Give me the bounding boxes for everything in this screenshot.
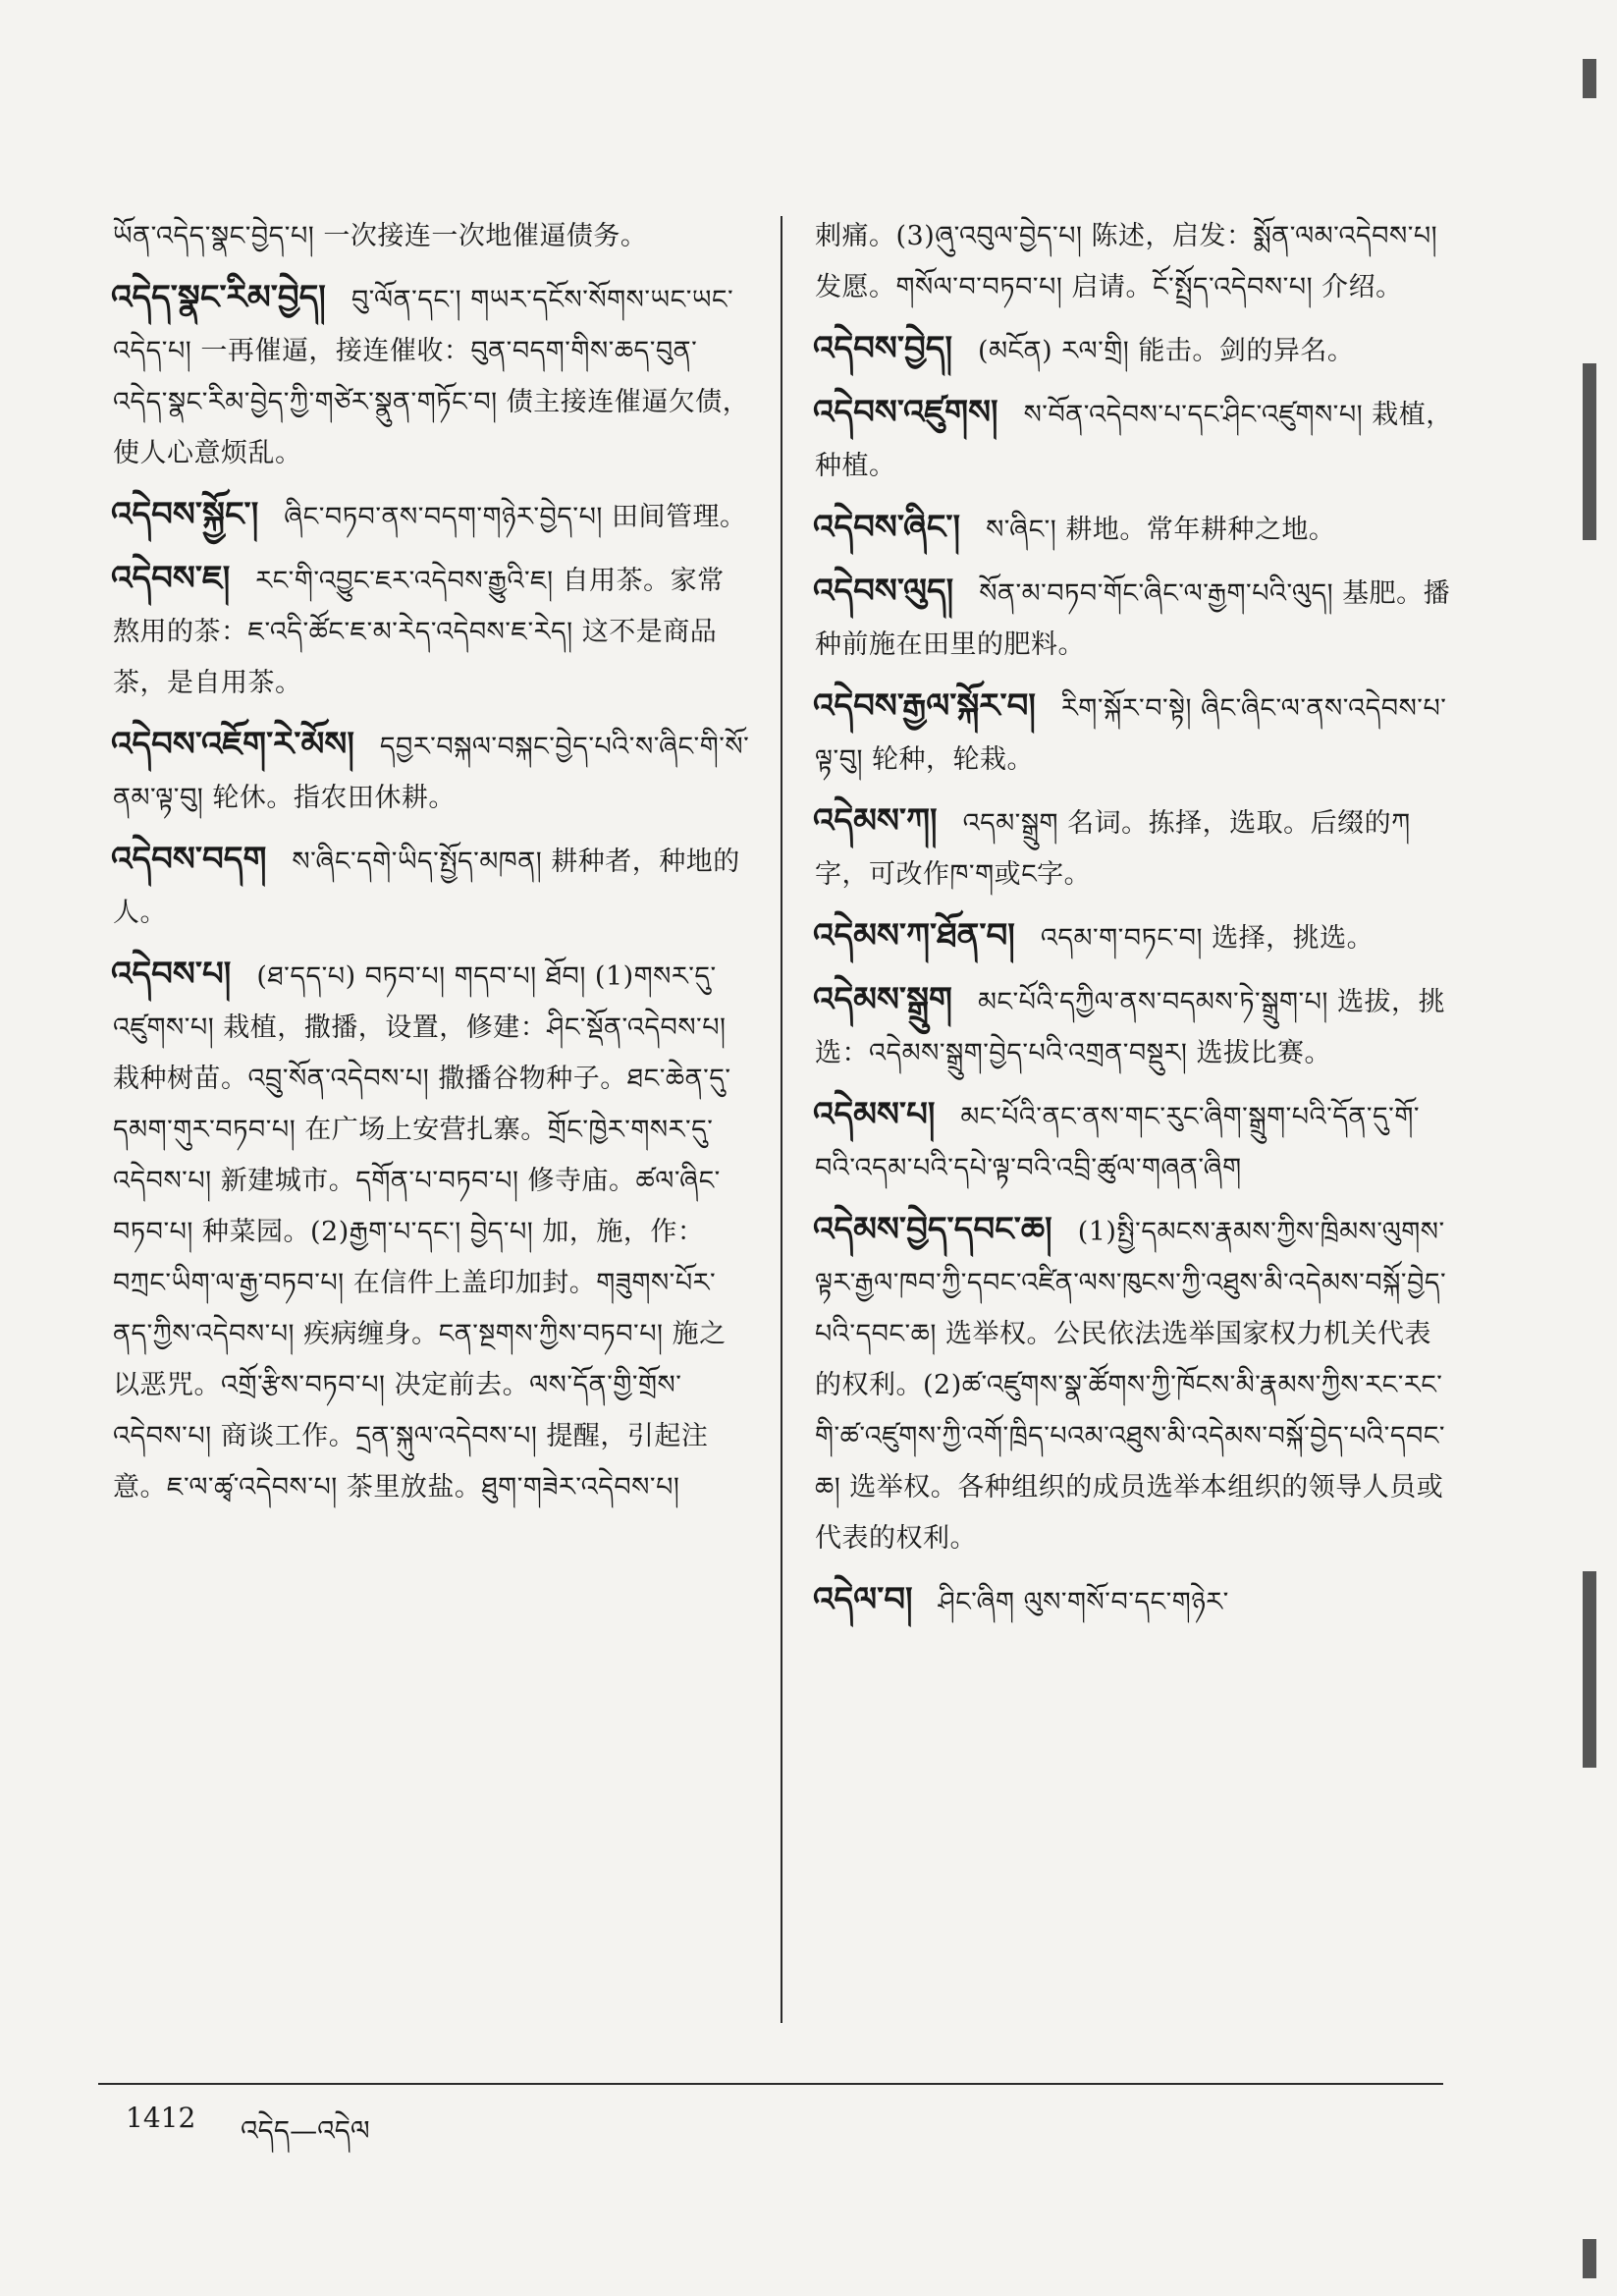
entry-definition: ས་བོན་འདེབས་པ་དང་ཤིང་འཛུགས་པ། 栽植，种植。 [815, 400, 1453, 481]
entry-definition: ས་ཞིང་། 耕地。常年耕种之地。 [986, 515, 1336, 545]
entry-definition: 刺痛。(3)ཞུ་འབུལ་བྱེད་པ། 陈述，启发：སྨོན་ལམ་འདེབས་པ། 发愿。གསོལ་བ་བཏབ་པ། 启请。ངོ་སྤྲོད་འདེབས་པ། 介绍。 [815, 221, 1438, 302]
entry-definition: (1)སྤྱི་དམངས་རྣམས་ཀྱིས་ཁྲིམས་ལུགས་ལྟར་རྒྱལ་ཁབ་ཀྱི་དབང་འཛིན་ལས་ཁུངས་ཀྱི་འཐུས་མི་འདེམས་བསྐོ་བྱེད་པའི་དབང་ཆ། 选举权。公民依法选举国家权力机关代表的权利。(2)ཚ་འཛུགས་སྣ་ཚོགས་ཀྱི་ཁོངས་མི་རྣམས་ཀྱིས་རང་རང་གི་ཚ་འཛུགས་ཀྱི་འགོ་ཁྲིད་པའམ་འཐུས་མི་འདེམས་བསྐོ་བྱེད་པའི་དབང་ཆ། 选举权。各种组织的成员选举本组织的领导人员或代表的权利。 [815, 1217, 1447, 1554]
entry-headword: འདེབས་བྱེད། [813, 329, 953, 368]
page-number: 1412 [126, 2102, 196, 2134]
dictionary-entry [815, 566, 1453, 671]
entry-headword: འདེམས་ཀ་ཐོན་བ། [813, 916, 1015, 956]
scan-edge-mark [1583, 363, 1596, 540]
entry-headword: འདེམས་སྒྲུག [813, 980, 952, 1019]
dictionary-entry [815, 323, 1453, 377]
entry-headword: འདེབས་སྐྱོང་། [111, 495, 259, 534]
entry-definition: (ཐ་དད་པ) བཏབ་པ། གདབ་པ། ཐོབ། (1)གསར་དུ་འཛུགས་པ། 栽植，撒播，设置，修建：ཤིང་སྡོན་འདེབས་པ། 栽种树苗。འབྲུ་སོན་འདེབས་པ། 撒播谷物种子。ཐང་ཆེན་དུ་དམག་གུར་བཏབ་པ། 在广场上安营扎寨。གྲོང་ཁྱེར་གསར་དུ་འདེབས་པ། 新建城市。དགོན་པ་བཏབ་པ། 修寺庙。ཚལ་ཞིང་བཏབ་པ། 种菜园。(2)རྒྱག་པ་དང་། བྱེད་པ། 加，施，作：བཀྲང་ཡིག་ལ་རྒྱ་བཏབ་པ། 在信件上盖印加封。གཟུགས་པོར་ནད་ཀྱིས་འདེབས་པ། 疾病缠身。ངན་སྔགས་ཀྱིས་བཏབ་པ། 施之以恶咒。འགྲོ་རྩིས་བཏབ་པ། 决定前去。ལས་དོན་གྱི་གྲོས་འདེབས་པ། 商谈工作。དྲན་སྐུལ་འདེབས་པ། 提醒，引起注意。ཇ་ལ་ཚྭ་འདེབས་པ། 茶里放盐。ཐུག་གཟེར་འདེབས་པ། [113, 961, 731, 1503]
dictionary-entry [113, 834, 751, 939]
dictionary-entry [815, 1089, 1453, 1194]
entry-headword: འདེབས་འཇོག་རེ་མོས། [111, 725, 354, 764]
scan-edge-mark [1583, 59, 1596, 98]
scan-edge-mark [1583, 2239, 1596, 2278]
entry-headword: འདེད་སྣང་རིམ་བྱེད། [111, 278, 326, 317]
dictionary-entry [815, 502, 1453, 556]
entry-headword: འདེབས་རྒྱལ་སྐོར་བ། [813, 686, 1036, 726]
entry-definition: འདམ་སྒྲུག 名词。拣择，选取。后缀的ཀ字，可改作ཁ་ག或ང字。 [815, 808, 1411, 890]
entry-definition: ས་ཞིང་དགེ་ཡིད་སྤྱོད་མཁན། 耕种者，种地的人。 [113, 847, 740, 928]
dictionary-entry [815, 974, 1453, 1079]
dictionary-entry [815, 910, 1453, 964]
entry-headword: འདེབས་པ། [111, 955, 232, 994]
scan-edge-mark [1583, 1571, 1596, 1768]
dictionary-entry [113, 489, 751, 543]
entry-headword: འདེབས་ལུད། [813, 572, 954, 611]
entry-headword: འདེབས་ཞིང་། [813, 508, 961, 547]
footer-rule [98, 2083, 1443, 2085]
dictionary-entry [815, 681, 1453, 786]
dictionary-entry [113, 553, 751, 709]
left-column [113, 211, 751, 1523]
entry-definition: བུ་ལོན་དང་། གཡར་དངོས་སོགས་ཡང་ཡང་འདེད་པ། 一再催逼，接连催收：བུན་བདག་གིས་ཆད་བུན་འདེད་སྣང་རིམ་བྱེད་ཀྱི་གཙེར་སྣུན་གཏོང་བ། 债主接连催逼欠债，使人心意烦乱。 [113, 285, 750, 468]
entry-definition: དབྱར་བསྐལ་བསྐང་བྱེད་པའི་ས་ཞིང་གི་སོ་ནམ་ལྟ་བུ། 轮休。指农田休耕。 [113, 732, 750, 813]
column-divider [781, 216, 782, 2023]
dictionary-entry [113, 949, 751, 1513]
right-column [815, 211, 1453, 1638]
entry-headword: འདེམས་པ། [813, 1095, 936, 1134]
entry-definition: མང་པོའི་ནང་ནས་གང་རུང་ཞིག་སྒྲུག་པའི་དོན་དུ་གོ་བའི་འདམ་པའི་དཔེ་ལྟ་བའི་འབྲི་ཚུལ་གཞན་ཞིག [815, 1102, 1421, 1183]
entry-definition: རིག་སྐོར་བ་སྟེ། ཞིང་ཞིང་ལ་ནས་འདེབས་པ་ལྟ་བུ། 轮种，轮栽。 [815, 693, 1447, 775]
dictionary-entry [815, 1204, 1453, 1564]
dictionary-entry [113, 272, 751, 479]
entry-definition: སོན་མ་བཏབ་གོང་ཞིང་ལ་རྒྱག་པའི་ལུད། 基肥。播种前施在田里的肥料。 [815, 578, 1451, 660]
entry-headword: འདེབས་འཛུགས། [813, 393, 998, 432]
dictionary-entry [815, 1574, 1453, 1628]
dictionary-entry [815, 211, 1453, 313]
entry-definition: (མངོན) རལ་གྲི། 能击。剑的异名。 [978, 336, 1355, 366]
dictionary-entry [815, 795, 1453, 901]
entry-headword: འདེམས་ཀ། [813, 801, 938, 841]
entry-definition: མང་པོའི་དཀྱིལ་ནས་བདམས་ཏེ་སྒྲུག་པ། 选拔，挑选：འདེམས་སྒྲུག་བྱེད་པའི་འགྲན་བསྡུར། 选拔比赛。 [815, 987, 1446, 1068]
entry-headword: འདེབས་ཇ། [111, 559, 231, 598]
running-head: འདེད—འདེལ [241, 2114, 370, 2147]
entry-definition: ཤིང་ཞིག ལུས་གསོ་བ་དང་གཉེར་ [938, 1587, 1229, 1617]
entry-definition: འདམ་ག་བཏང་བ། 选择，挑选。 [1040, 923, 1374, 954]
entry-headword: འདེལ་བ། [813, 1580, 913, 1619]
entry-definition: རང་གི་འབྱུང་ཇར་འདེབས་རྒྱུའི་ཇ། 自用茶。家常熬用的茶：ཇ་འདི་ཚོང་ཇ་མ་རེད་འདེབས་ཇ་རེད། 这不是商品茶，是自用茶。 [113, 566, 725, 698]
dictionary-entry [815, 387, 1453, 492]
dictionary-entry [113, 211, 751, 262]
entry-definition: ཡོན་འདེད་སྣང་བྱེད་པ། 一次接连一次地催逼债务。 [113, 221, 648, 251]
entry-headword: འདེབས་བདག [111, 840, 267, 879]
entry-headword: འདེམས་བྱེད་དབང་ཆ། [813, 1210, 1052, 1249]
entry-definition: ཞིང་བཏབ་ནས་བདག་གཉེར་བྱེད་པ། 田间管理。 [284, 502, 747, 532]
dictionary-entry [113, 719, 751, 824]
